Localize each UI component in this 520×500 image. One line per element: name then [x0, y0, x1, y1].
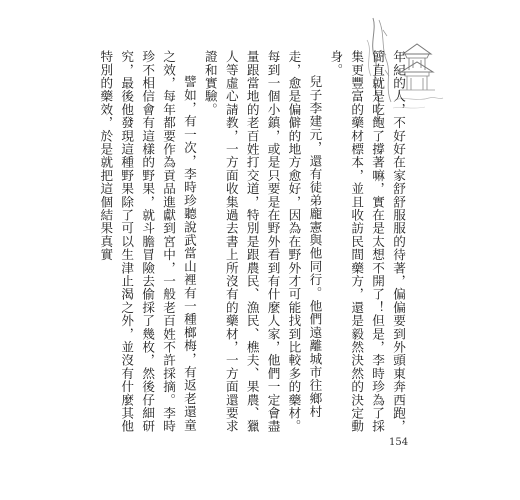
- paragraph-1: 年紀的人，不好好在家舒舒服服的待著，偏偏要到外頭東奔西跑，簡直就是吃飽了撐著嘛，實在是太想不開了！但是，李時珍為了採集更豐富的藥材標本，並且收訪民間藥方，還是毅然決然的決定動身。: [328, 50, 406, 433]
- vertical-text-block: [98, 50, 408, 435]
- paragraph-3: 譬如，有一次，李時珍聽說武當山裡有一種榔梅，有返老還童之效，每年都要作為貢品進獻到宮中，一般老百姓不許採摘。李時珍不相信會有這樣的野果，就斗膽冒險去偷採了幾枚，然後仔細研究，最後他發現這種野果除了可以生津止渴之外，並沒有什麼其他特別的藥效，於是就把這個結果真實: [98, 50, 197, 433]
- page-number: 154: [389, 437, 409, 448]
- paragraph-2: 兒子李建元，還有徒弟龐憲與他同行。他們遠離城市往鄉村走，愈是偏僻的地方愈好，因為在野外才可能找到比較多的藥材。每到一個小鎮，或是只要是在野外看到有什麼人家，他們一定會盡量跟當地的老百姓打交道，特別是跟農民、漁民、樵夫、果農、獵人等虛心請教，一方面收集過去書上所沒有的藥材，一方面還要求證和實驗。: [202, 50, 323, 433]
